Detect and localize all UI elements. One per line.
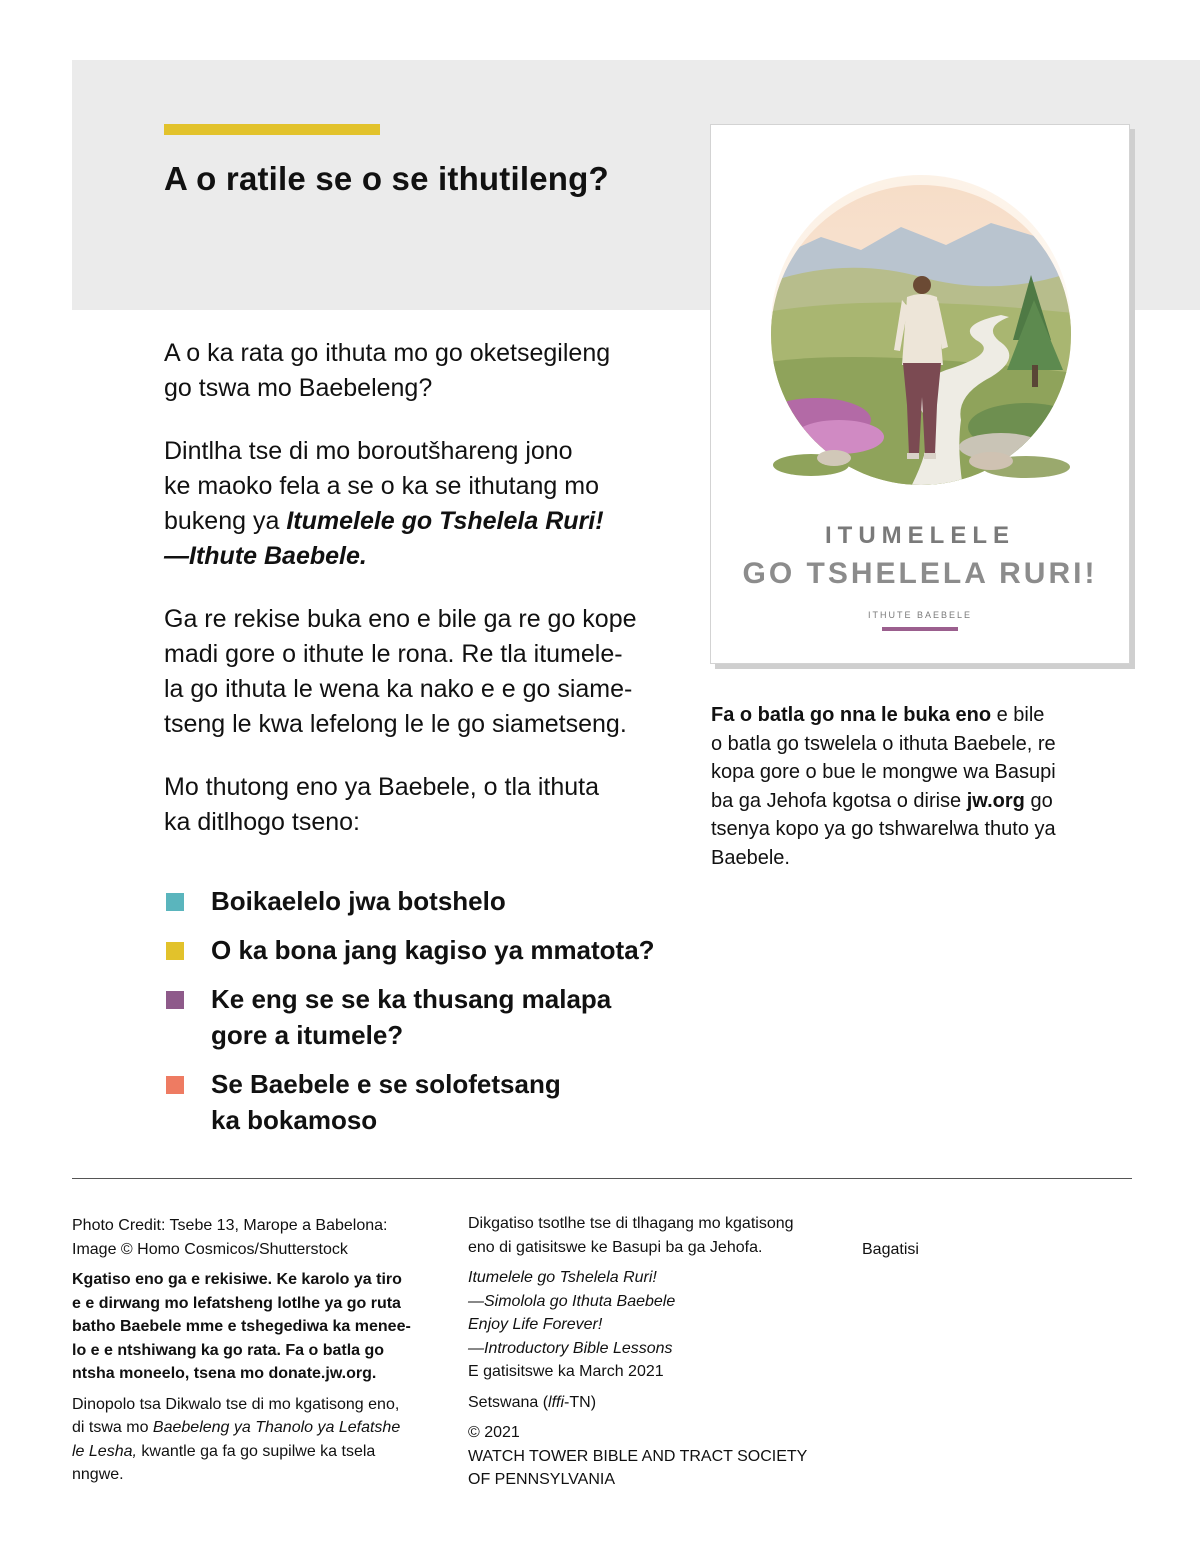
offer-line: kopa gore o bue le mongwe wa Basupi bbox=[711, 761, 1056, 783]
offer-line: tsenya kopo ya go tshwarelwa thuto ya bbox=[711, 818, 1056, 840]
copyright-line: © 2021 bbox=[468, 1424, 520, 1441]
book-subtitle-reference: —Ithute Baebele. bbox=[164, 542, 367, 570]
offer-bold-lead: Fa o batla go nna le buka eno bbox=[711, 704, 992, 726]
intro-line: Dintlha tse di mo boroutšhareng jono bbox=[164, 437, 573, 465]
walking-man-landscape-illustration bbox=[751, 165, 1091, 505]
title-accent-bar bbox=[164, 124, 380, 135]
intro-line: la go ithuta le wena ka nako e e go siame- bbox=[164, 675, 633, 703]
topic-label: Boikaelelo jwa botshelo bbox=[211, 886, 506, 916]
quote-note-line: kwantle ga fa go supilwe ka tsela bbox=[136, 1442, 376, 1460]
quote-note-line: di tswa mo bbox=[72, 1419, 153, 1436]
offer-line: o batla go tswelela o ithuta Baebele, re bbox=[711, 732, 1056, 755]
intro-line: madi gore o ithute le rona. Re tla itumele- bbox=[164, 640, 623, 668]
publisher-label: Bagatisi bbox=[862, 1241, 919, 1258]
publication-title: Itumelele go Tshelela Ruri! bbox=[468, 1269, 657, 1286]
publisher-line: Dikgatiso tsotlhe tse di tlhagang mo kgatisong bbox=[468, 1215, 794, 1232]
copyright-line: OF PENNSYLVANIA bbox=[468, 1471, 615, 1488]
intro-line: Mo thutong eno ya Baebele, o tla ithuta bbox=[164, 773, 600, 801]
intro-paragraph-2 bbox=[164, 434, 684, 574]
language-text: -TN) bbox=[564, 1393, 597, 1411]
intro-paragraph-4 bbox=[164, 770, 684, 840]
book-subtitle-rule bbox=[882, 627, 958, 631]
publication-title: —Introductory Bible Lessons bbox=[468, 1339, 673, 1357]
topic-list bbox=[164, 883, 704, 1151]
donation-line: ntsha moneelo, tsena mo donate.jw.org. bbox=[72, 1365, 377, 1382]
donation-line: batho Baebele mme e tshegediwa ka menee- bbox=[72, 1318, 411, 1335]
topic-item bbox=[164, 981, 704, 1053]
copyright bbox=[468, 1421, 848, 1492]
purple-square-bullet bbox=[166, 991, 184, 1009]
intro-paragraph-3 bbox=[164, 602, 684, 742]
coral-square-bullet bbox=[166, 1076, 184, 1094]
photo-credit bbox=[72, 1214, 442, 1261]
bible-translation-name: le Lesha, bbox=[72, 1442, 137, 1460]
bible-translation-name: Baebeleng ya Thanolo ya Lefatshe bbox=[152, 1419, 401, 1436]
topic-label: Ke eng se se ka thusang malapa bbox=[211, 984, 612, 1014]
jw-org-link[interactable]: jw.org bbox=[966, 789, 1025, 812]
book-title-line-2: GO TSHELELA RURI! bbox=[742, 557, 1098, 590]
donation-notice bbox=[72, 1268, 442, 1386]
language-text: Setswana ( bbox=[468, 1393, 549, 1411]
book-subtitle: ITHUTE BAEBELE bbox=[867, 610, 973, 620]
topic-label: Se Baebele e se solofetsang bbox=[211, 1069, 561, 1099]
topic-item bbox=[164, 932, 704, 968]
book-title-line-1: ITUMELELE bbox=[825, 522, 1015, 549]
donation-line: lo e e ntshiwang ka go rata. Fa o batla go bbox=[72, 1341, 385, 1359]
topic-label: ka bokamoso bbox=[211, 1105, 378, 1135]
intro-line: ke maoko fela a se o ka se ithutang mo bbox=[164, 472, 599, 500]
topic-label: gore a itumele? bbox=[211, 1020, 404, 1050]
copyright-line: WATCH TOWER BIBLE AND TRACT SOCIETY bbox=[468, 1447, 808, 1465]
credit-line: Photo Credit: Tsebe 13, Marope a Babelona: bbox=[72, 1217, 388, 1234]
teal-square-bullet bbox=[166, 893, 184, 911]
footer-middle-column bbox=[468, 1212, 848, 1499]
quote-note-line: nngwe. bbox=[72, 1466, 124, 1483]
language-code bbox=[468, 1391, 848, 1415]
footer-divider bbox=[72, 1178, 1132, 1179]
publication-title: Enjoy Life Forever! bbox=[468, 1316, 603, 1333]
intro-line: ka ditlhogo tseno: bbox=[164, 808, 360, 836]
quote-note-line: Dinopolo tsa Dikwalo tse di mo kgatisong eno, bbox=[72, 1395, 400, 1413]
book-title-reference: Itumelele go Tshelela Ruri! bbox=[286, 507, 604, 535]
print-date: E gatisitswe ka March 2021 bbox=[468, 1363, 664, 1380]
publisher-note bbox=[468, 1212, 848, 1259]
publication-titles bbox=[468, 1266, 848, 1384]
publication-title: —Simolola go Ithuta Baebele bbox=[468, 1292, 676, 1310]
intro-text bbox=[164, 336, 684, 868]
book-cover bbox=[710, 124, 1130, 664]
intro-line: tseng le kwa lefelong le le go siametseng. bbox=[164, 710, 627, 738]
language-symbol: lffi bbox=[548, 1393, 565, 1411]
offer-line: Baebele. bbox=[711, 846, 790, 869]
page-title: A o ratile se o se ithutileng? bbox=[164, 160, 609, 197]
footer-left-column bbox=[72, 1214, 442, 1494]
offer-line: e bile bbox=[991, 704, 1045, 726]
intro-line: Ga re rekise buka eno e bile ga re go kope bbox=[164, 605, 637, 633]
offer-text bbox=[711, 701, 1121, 872]
topic-item bbox=[164, 1066, 704, 1138]
intro-line: A o ka rata go ithuta mo go oketsegileng bbox=[164, 339, 611, 367]
intro-paragraph-1 bbox=[164, 336, 684, 406]
publisher-line: eno di gatisitswe ke Basupi ba ga Jehofa. bbox=[468, 1238, 763, 1256]
credit-line: Image © Homo Cosmicos/Shutterstock bbox=[72, 1240, 348, 1258]
yellow-square-bullet bbox=[166, 942, 184, 960]
topic-item bbox=[164, 883, 704, 919]
offer-line: go bbox=[1024, 789, 1053, 812]
intro-line: go tswa mo Baebeleng? bbox=[164, 374, 433, 402]
intro-line: bukeng ya bbox=[164, 507, 287, 535]
donation-line: e e dirwang mo lefatsheng lotlhe ya go ruta bbox=[72, 1294, 401, 1312]
topic-label: O ka bona jang kagiso ya mmatota? bbox=[211, 935, 655, 965]
scripture-quote-note bbox=[72, 1393, 442, 1487]
offer-line: ba ga Jehofa kgotsa o dirise bbox=[711, 789, 967, 812]
donation-line: Kgatiso eno ga e rekisiwe. Ke karolo ya tiro bbox=[72, 1271, 402, 1288]
